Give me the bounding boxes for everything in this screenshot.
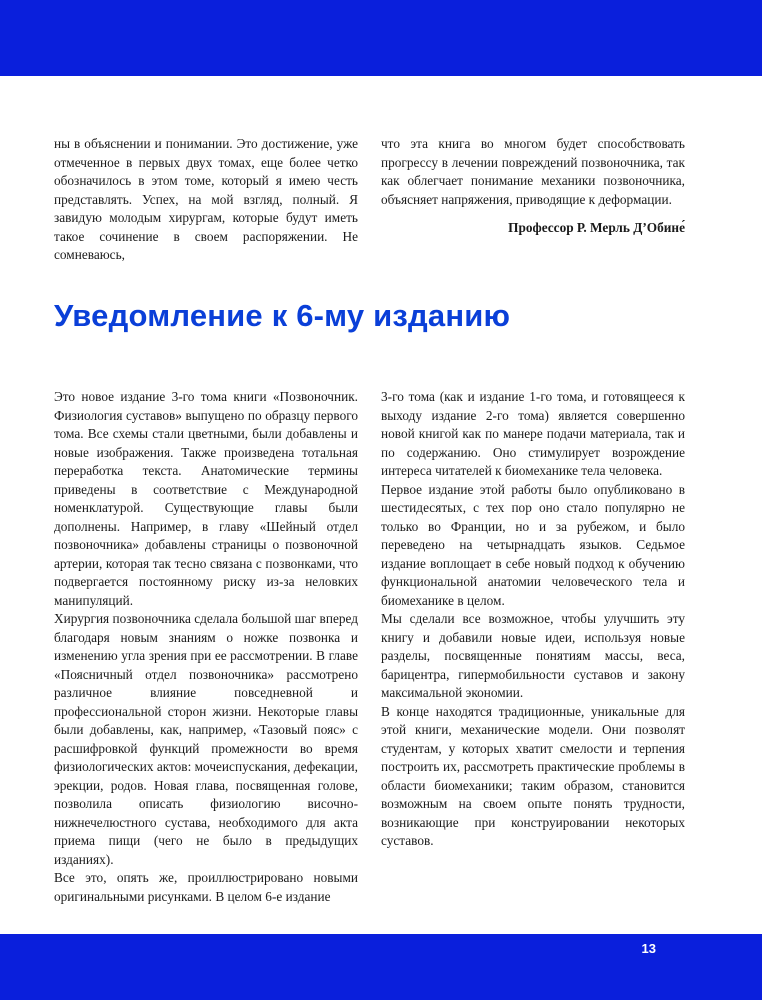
intro-left-text: ны в объяснении и понимании. Это достижение, уже отмеченное в первых двух томах, еще более четко обозначилось в этом томе, который я имею честь представлять. Успех, на мой взгляд, полный. Я завидую молодым хирургам, которые будут иметь такое сочинение в своем распоряжении. Не сомневаюсь,	[54, 136, 358, 262]
paragraph: Хирургия позвоночника сделала большой шаг вперед благодаря новым знаниям о ножке позвонка и изменению угла зрения при ее рассмотрении. В главе «Поясничный отдел позвоночника» рассмотрено различное влияние повседневной и профессиональной сторон жизни. Некоторые главы были добавлены, как, например, «Тазовый пояс» с расшифровкой функций промежности во время физиологических актов: мочеиспускания, дефекации, эрекции, родов. Новая глава, посвященная голове, позволила описать физиологию височно-нижнечелюстного сустава, необходимого для акта приема пищи (чего не было в предыдущих изданиях).	[54, 611, 358, 867]
paragraph: В конце находятся традиционные, уникальные для этой книги, механические модели. Они позволят студентам, у которых хватит смелости и терпения построить их, рассмотреть практические проблемы в области биомеханики; таким образом, становится возможным на своем опыте понять трудности, возникающие при конструировании некоторых суставов.	[381, 703, 685, 848]
section-title: Уведомление к 6-му изданию	[54, 298, 511, 333]
page-number: 13	[641, 941, 656, 956]
paragraph: Первое издание этой работы было опубликовано в шестидесятых, с тех пор оно стало популярно не только во Франции, но и за рубежом, и было переведено на четырнадцать языков. Седьмое издание воплощает в себе новый подход к обучению функциональной анатомии человеческого тела и биомеханике в целом.	[381, 481, 685, 608]
intro-right-text: что эта книга во многом будет способствовать прогрессу в лечении повреждений позвоночника, так как облегчает понимание механики позвоночника, объясняет напряжения, приводящие к деформации.	[381, 136, 685, 207]
intro-right-column	[381, 135, 685, 238]
intro-left-column	[54, 135, 358, 265]
signature: Профессор Р. Мерль Д’Обине́	[508, 220, 685, 235]
paragraph: 3-го тома (как и издание 1-го тома, и готовящееся к выходу издание 2-го тома) является совершенно новой книгой как по манере подачи материала, так и по содержанию. Оно стимулирует возрождение интереса читателей к биомеханике тела человека.	[381, 389, 685, 478]
header-band	[0, 0, 762, 76]
body-left-column	[54, 388, 358, 906]
paragraph: Все это, опять же, проиллюстрировано новыми оригинальными рисунками. В целом 6-е издание	[54, 870, 358, 904]
paragraph: Мы сделали все возможное, чтобы улучшить эту книгу и добавили новые идеи, используя новые разделы, посвященные понятиям массы, веса, барицентра, гипермобильности суставов и закону максимальной экономии.	[381, 611, 685, 700]
paragraph: Это новое издание 3-го тома книги «Позвоночник. Физиология суставов» выпущено по образцу первого тома. Все схемы стали цветными, были добавлены и новые изображения. Также произведена тотальная переработка текста. Анатомические термины приведены в соответствие с Международной номенклатурой. Существующие главы были дополнены. Например, в главу «Шейный отдел позвоночника» добавлены страницы о позвоночной артерии, которая так тесно связана с позвонками, что подвергается постоянному риску из-за неловких манипуляций.	[54, 389, 358, 608]
body-right-column	[381, 388, 685, 851]
